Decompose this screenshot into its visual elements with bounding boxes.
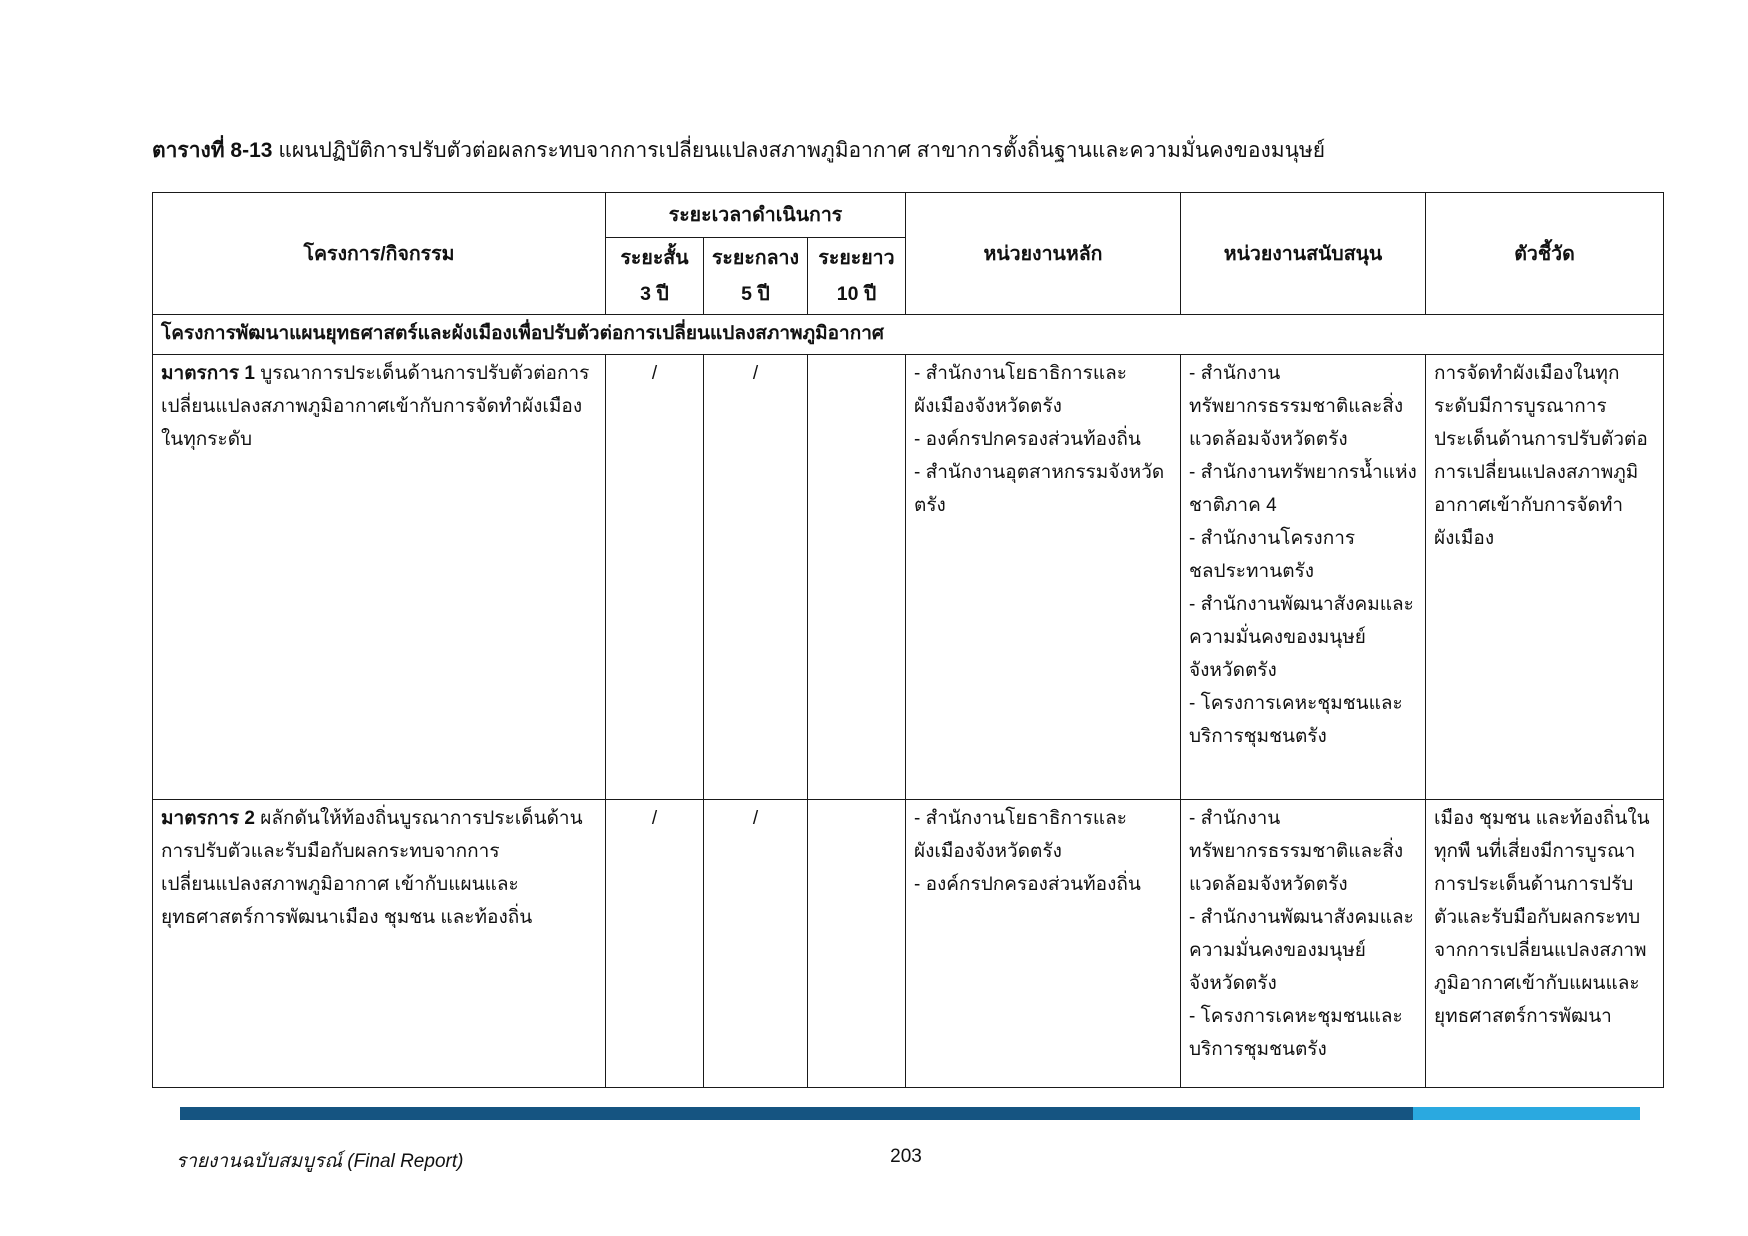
cell-main-agency-2 <box>906 800 1181 1088</box>
page-footer <box>176 1146 1636 1176</box>
footer-bar-dark-segment <box>180 1107 1413 1120</box>
cell-support-agency-2 <box>1181 800 1426 1088</box>
agency-item: - สำนักงานอุตสาหกรรมจังหวัดตรัง <box>914 462 1165 516</box>
table-caption-text: แผนปฏิบัติการปรับตัวต่อผลกระทบจากการเปลี่ยนแปลงสภาพภูมิอากาศ สาขาการตั้งถิ่นฐานและความมั่นคงของมนุษย์ <box>278 139 1326 162</box>
long-term-years: 10 ปี <box>836 283 877 305</box>
cell-indicator-1: การจัดทำผังเมืองในทุกระดับมีการบูรณาการประเด็นด้านการปรับตัวต่อการเปลี่ยนแปลงสภาพภูมิอากาศเข้ากับการจัดทำผังเมือง <box>1426 355 1664 800</box>
cell-long-term-1 <box>808 355 906 800</box>
agency-item: - โครงการเคหะชุมชนและบริการชุมชนตรัง <box>1189 1006 1403 1060</box>
cell-support-agency-1 <box>1181 355 1426 800</box>
cell-measure-1 <box>153 355 606 800</box>
col-header-project: โครงการ/กิจกรรม <box>153 193 606 315</box>
agency-item: - สำนักงานโยธาธิการและผังเมืองจังหวัดตรัง <box>914 363 1127 417</box>
measure-2-label: มาตรการ 2 <box>161 808 255 829</box>
cell-measure-2 <box>153 800 606 1088</box>
cell-mid-term-1: / <box>704 355 808 800</box>
measure-2-text: ผลักดันให้ท้องถิ่นบูรณาการประเด็นด้านการปรับตัวและรับมือกับผลกระทบจากการเปลี่ยนแปลงสภาพภูมิอากาศ เข้ากับแผนและยุทธศาสตร์การพัฒนาเมือง ชุมชน และท้องถิ่น <box>161 808 583 928</box>
section-header-cell: โครงการพัฒนาแผนยุทธศาสตร์และผังเมืองเพื่อปรับตัวต่อการเปลี่ยนแปลงสภาพภูมิอากาศ <box>153 315 1664 355</box>
agency-item: - สำนักงานทรัพยากรธรรมชาติและสิ่งแวดล้อมจังหวัดตรัง <box>1189 808 1404 895</box>
cell-mid-term-2: / <box>704 800 808 1088</box>
action-plan-table <box>152 192 1664 1088</box>
table-caption-number: ตารางที่ 8-13 <box>152 139 273 162</box>
table-row <box>153 355 1664 800</box>
agency-item: - องค์กรปกครองส่วนท้องถิ่น <box>914 874 1141 895</box>
measure-1-label: มาตรการ 1 <box>161 363 255 384</box>
agency-item: - สำนักงานโครงการชลประทานตรัง <box>1189 528 1356 582</box>
section-header-row <box>153 315 1664 355</box>
measure-1-text: บูรณาการประเด็นด้านการปรับตัวต่อการเปลี่ยนแปลงสภาพภูมิอากาศเข้ากับการจัดทำผังเมืองในทุกระดับ <box>161 363 590 450</box>
short-term-years: 3 ปี <box>640 283 669 305</box>
col-header-support-agency: หน่วยงานสนับสนุน <box>1181 193 1426 315</box>
col-header-short-term <box>606 238 704 315</box>
agency-item: - องค์กรปกครองส่วนท้องถิ่น <box>914 429 1141 450</box>
cell-main-agency-1 <box>906 355 1181 800</box>
cell-long-term-2 <box>808 800 906 1088</box>
page-number: 203 <box>890 1146 922 1167</box>
agency-item: - สำนักงานทรัพยากรธรรมชาติและสิ่งแวดล้อมจังหวัดตรัง <box>1189 363 1404 450</box>
agency-item: - โครงการเคหะชุมชนและบริการชุมชนตรัง <box>1189 693 1403 747</box>
col-header-mid-term <box>704 238 808 315</box>
agency-item: - สำนักงานพัฒนาสังคมและความมั่นคงของมนุษย์จังหวัดตรัง <box>1189 594 1414 681</box>
footer-divider-bar <box>180 1107 1640 1120</box>
short-term-label: ระยะสั้น <box>620 247 689 269</box>
table-caption <box>152 136 1652 166</box>
footer-report-name: รายงานฉบับสมบูรณ์ (Final Report) <box>176 1151 464 1172</box>
cell-indicator-2: เมือง ชุมชน และท้องถิ่นในทุกพื นที่เสี่ยงมีการบูรณาการประเด็นด้านการปรับตัวและรับมือกับผลกระทบจากการเปลี่ยนแปลงสภาพภูมิอากาศเข้ากับแผนและยุทธศาสตร์การพัฒนา <box>1426 800 1664 1088</box>
long-term-label: ระยะยาว <box>818 247 895 269</box>
mid-term-years: 5 ปี <box>741 283 770 305</box>
footer-bar-light-segment <box>1413 1107 1640 1120</box>
agency-item: - สำนักงานพัฒนาสังคมและความมั่นคงของมนุษย์จังหวัดตรัง <box>1189 907 1414 994</box>
table-row <box>153 800 1664 1088</box>
col-header-timeline-group: ระยะเวลาดำเนินการ <box>606 193 906 238</box>
agency-item: - สำนักงานโยธาธิการและผังเมืองจังหวัดตรัง <box>914 808 1127 862</box>
cell-short-term-2: / <box>606 800 704 1088</box>
col-header-indicator: ตัวชี้วัด <box>1426 193 1664 315</box>
col-header-long-term <box>808 238 906 315</box>
col-header-main-agency: หน่วยงานหลัก <box>906 193 1181 315</box>
cell-short-term-1: / <box>606 355 704 800</box>
header-row-group <box>153 193 1664 238</box>
agency-item: - สำนักงานทรัพยากรน้ำแห่งชาติภาค 4 <box>1189 462 1417 516</box>
mid-term-label: ระยะกลาง <box>711 247 800 269</box>
